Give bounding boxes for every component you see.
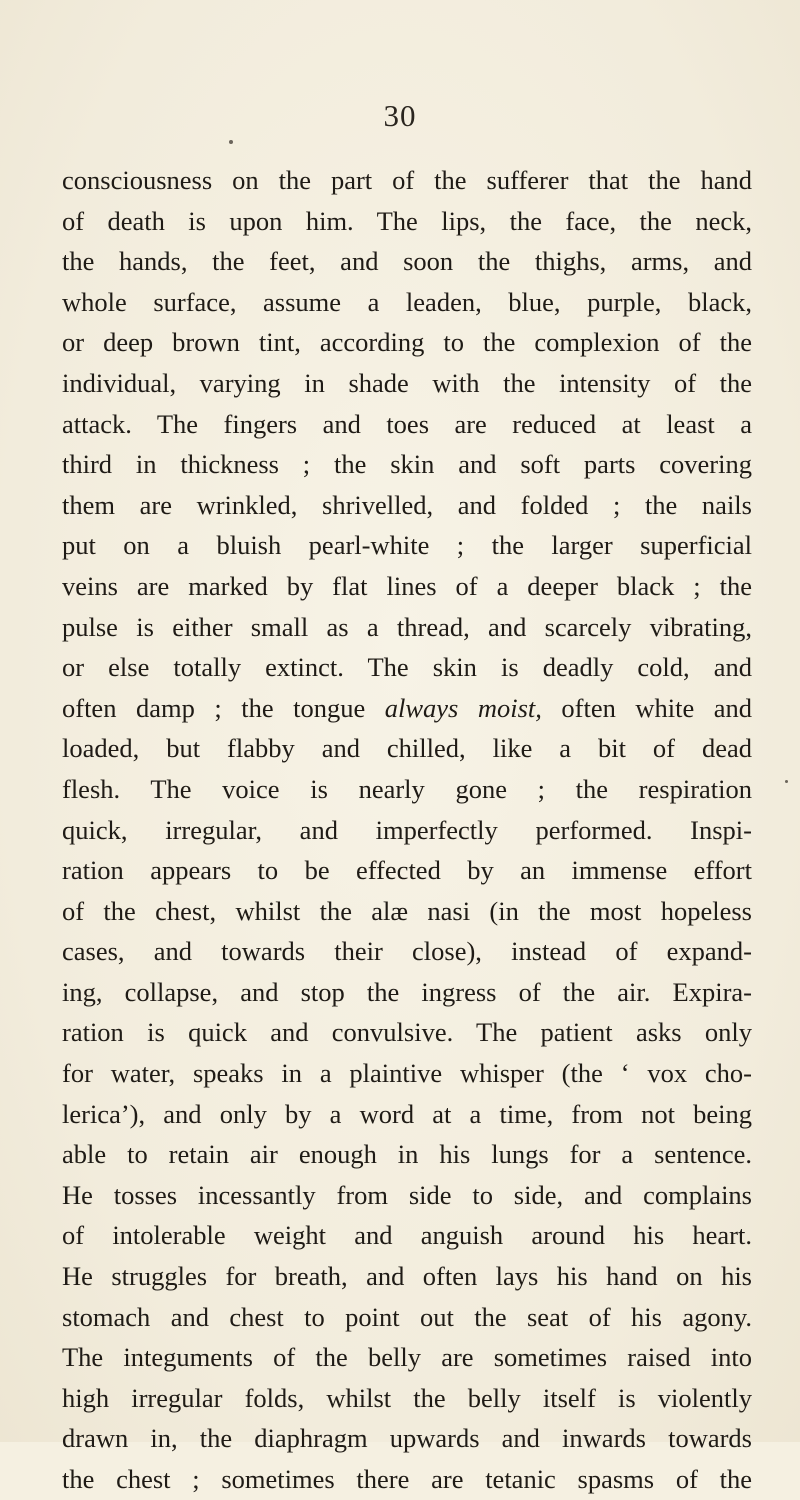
ink-speck	[229, 140, 233, 144]
text-line: quick, irregular, and imperfectly performed. Inspi-	[62, 814, 752, 845]
text-line: able to retain air enough in his lungs for a sentence.	[62, 1139, 752, 1170]
page-number: 30	[383, 98, 417, 133]
text-line: lerica’), and only by a word at a time, from not being	[62, 1098, 752, 1129]
text-line: of intolerable weight and anguish around his heart.	[62, 1220, 752, 1251]
text-line: the hands, the feet, and soon the thighs, arms, and	[62, 246, 752, 277]
italic-emphasis: always moist,	[384, 692, 542, 723]
text-line: of death is upon him. The lips, the face, the neck,	[62, 205, 752, 236]
text-line: for water, speaks in a plaintive whisper (the ‘ vox cho-	[62, 1058, 752, 1089]
text-line: ing, collapse, and stop the ingress of the air. Expira-	[62, 976, 752, 1007]
body-text	[62, 160, 752, 1500]
text-line: pulse is either small as a thread, and scarcely vibrating,	[62, 611, 752, 642]
text-line: consciousness on the part of the sufferer that the hand	[62, 165, 752, 195]
text-line	[62, 688, 752, 729]
text-line: veins are marked by flat lines of a deeper black ; the	[62, 570, 752, 601]
text-line: drawn in, the diaphragm upwards and inwards towards	[62, 1423, 752, 1454]
text-line: ration is quick and convulsive. The patient asks only	[62, 1017, 752, 1048]
text-segment: often damp ; the tongue	[62, 692, 385, 723]
text-line: stomach and chest to point out the seat of his agony.	[62, 1301, 752, 1332]
text-line: high irregular folds, whilst the belly itself is violently	[62, 1382, 752, 1413]
text-line: put on a bluish pearl-white ; the larger superficial	[62, 530, 752, 561]
text-line: them are wrinkled, shrivelled, and folded ; the nails	[62, 489, 752, 520]
text-segment: often white and	[541, 692, 752, 723]
text-line: cases, and towards their close), instead of expand-	[62, 936, 752, 967]
text-line: The integuments of the belly are sometimes raised into	[62, 1342, 752, 1373]
text-line: He tosses incessantly from side to side, and complains	[62, 1179, 752, 1210]
text-line: attack. The fingers and toes are reduced at least a	[62, 408, 752, 439]
text-line: or deep brown tint, according to the complexion of the	[62, 327, 752, 358]
text-line: or else totally extinct. The skin is deadly cold, and	[62, 652, 752, 683]
text-line: whole surface, assume a leaden, blue, purple, black,	[62, 286, 752, 317]
ink-speck	[785, 780, 788, 783]
text-line: He struggles for breath, and often lays his hand on his	[62, 1261, 752, 1292]
text-line: loaded, but flabby and chilled, like a bit of dead	[62, 733, 752, 764]
text-line: individual, varying in shade with the intensity of the	[62, 367, 752, 398]
text-line: of the chest, whilst the alæ nasi (in the most hopeless	[62, 895, 752, 926]
text-line: the chest ; sometimes there are tetanic spasms of the	[62, 1464, 752, 1494]
text-line: third in thickness ; the skin and soft parts covering	[62, 449, 752, 480]
text-line: flesh. The voice is nearly gone ; the respiration	[62, 773, 752, 804]
text-line: ration appears to be effected by an immense effort	[62, 855, 752, 886]
